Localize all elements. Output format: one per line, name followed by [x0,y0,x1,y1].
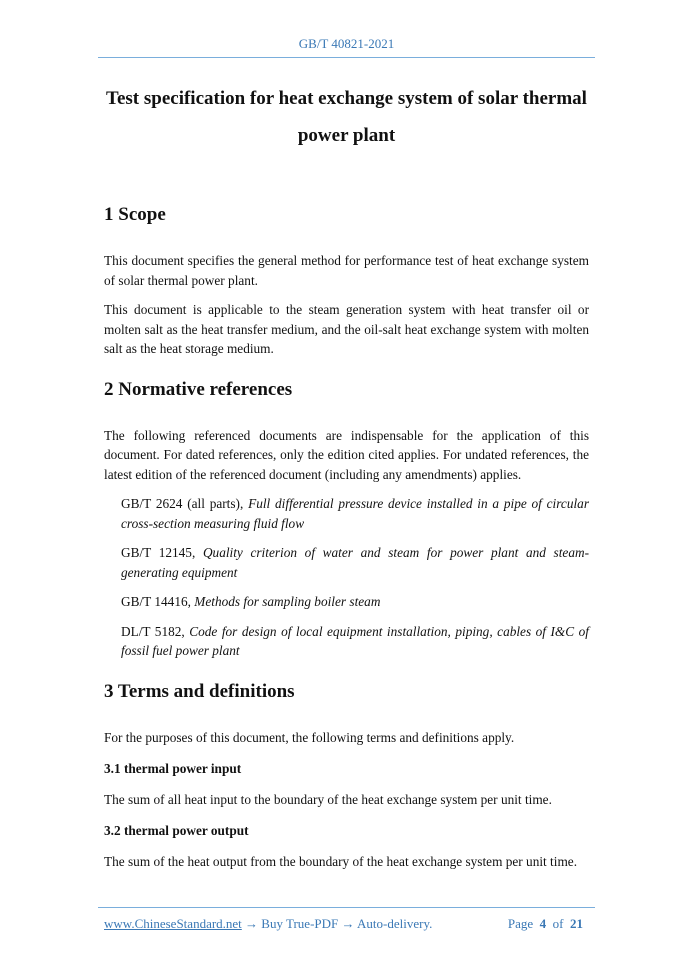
title-line-2: power plant [297,125,396,146]
term-heading: 3.2 thermal power output [104,823,249,838]
footer-promo [104,916,432,932]
standard-code-header: GB/T 40821-2021 [298,36,395,51]
page-number: 4 [539,916,547,931]
section-terms-definitions [104,677,589,872]
section-heading-normative: 2 Normative references [104,378,293,400]
term-heading: 3.1 thermal power input [104,761,242,776]
section-heading-scope: 1 Scope [104,204,166,225]
website-link[interactable]: www.ChineseStandard.net [104,916,242,931]
footer-promo-text: → Buy True-PDF → Auto-delivery. [241,916,433,931]
section-heading-terms: 3 Terms and definitions [104,680,295,702]
page-total: 21 [570,916,583,931]
reference-item [121,543,589,582]
page-label: Page [507,916,534,931]
document-title [98,80,595,154]
reference-item [121,622,589,661]
reference-code: GB/T 12145, [121,545,203,560]
page-indicator [508,916,583,932]
reference-title: Code for design of local equipment installation, piping, cables of I&C of fossil fuel power plant [121,623,589,658]
reference-title: Methods for sampling boiler steam [194,594,381,609]
term-definition: The sum of all heat input to the boundary of the heat exchange system per unit time. [104,791,552,807]
of-label: of [552,916,564,931]
scope-paragraph-2: This document is applicable to the steam generation system with heat transfer oil or molten salt as the heat transfer medium, and the oil-salt heat exchange system with molten salt as the heat storage medium. [104,302,589,356]
term-definition: The sum of the heat output from the boundary of the heat exchange system per unit time. [104,853,578,869]
terms-intro: For the purposes of this document, the following terms and definitions apply. [104,729,515,745]
footer-divider [98,907,595,908]
reference-code: GB/T 14416, [121,594,195,609]
section-scope [104,200,589,359]
document-body [104,200,589,881]
scope-paragraph-1: This document specifies the general method for performance test of heat exchange system of solar thermal power plant. [104,253,589,288]
section-normative-references [104,375,589,661]
reference-title: Full differential pressure device installed in a pipe of circular cross-section measuring fluid flow [121,496,589,531]
reference-code: GB/T 2624 (all parts), [121,496,249,511]
reference-code: DL/T 5182, [121,623,190,639]
title-line-1: Test specification for heat exchange system of solar thermal [106,88,587,109]
normative-intro: The following referenced documents are indispensable for the application of this document. For dated references, only the edition cited applies. For undated references, the latest edition of the referenced document (including any amendments) applies. [104,427,589,482]
reference-item [121,592,589,612]
reference-item [121,494,589,533]
header-divider [98,57,595,58]
reference-title: Quality criterion of water and steam for power plant and steam-generating equipment [121,545,590,580]
